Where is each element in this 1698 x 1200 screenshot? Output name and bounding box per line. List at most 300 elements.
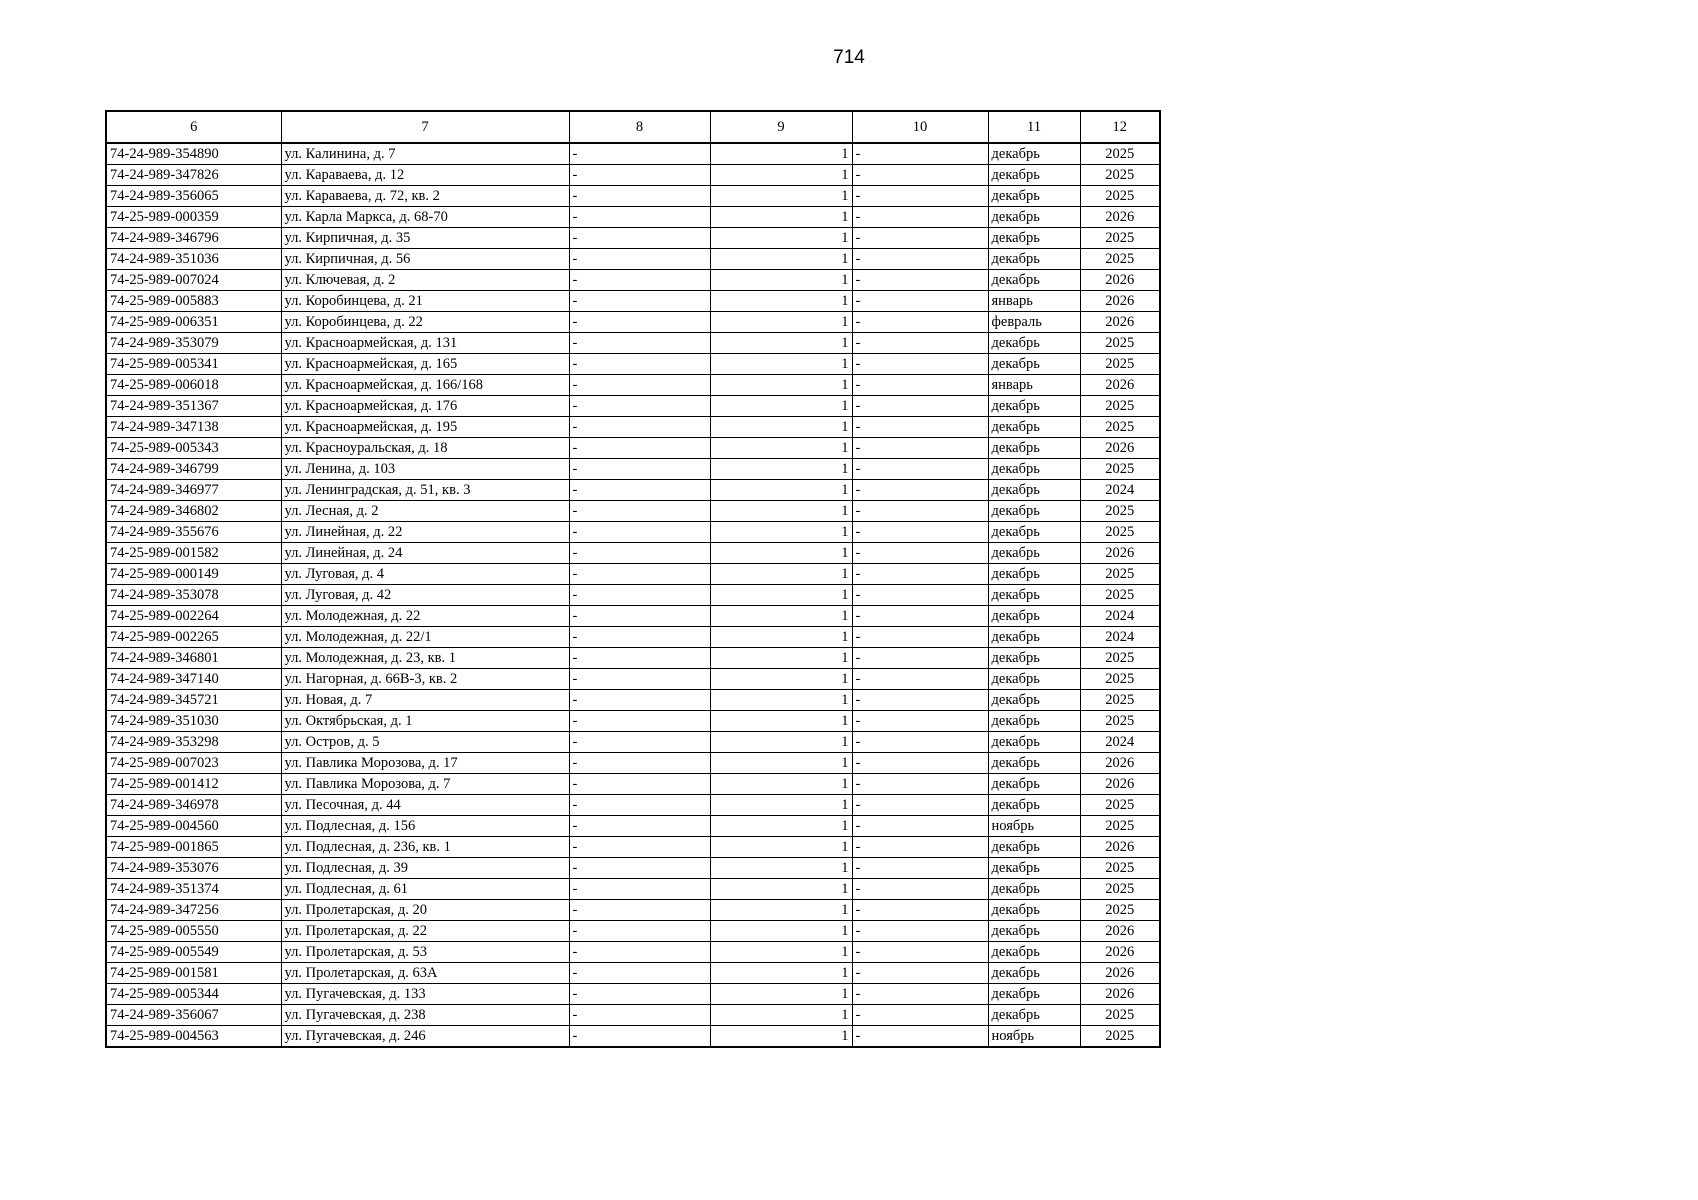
year-cell: 2025	[1080, 900, 1160, 921]
address-cell: ул. Красноуральская, д. 18	[281, 438, 569, 459]
year-cell: 2026	[1080, 774, 1160, 795]
quantity-cell: 1	[710, 837, 852, 858]
year-cell: 2024	[1080, 627, 1160, 648]
object-code-cell: 74-25-989-001412	[106, 774, 281, 795]
object-code-cell: 74-24-989-347140	[106, 669, 281, 690]
address-cell: ул. Лесная, д. 2	[281, 501, 569, 522]
column-8-cell: -	[569, 837, 710, 858]
table-row	[106, 249, 1160, 270]
object-code-cell: 74-24-989-346801	[106, 648, 281, 669]
year-cell: 2025	[1080, 501, 1160, 522]
column-8-cell: -	[569, 417, 710, 438]
table-row	[106, 585, 1160, 606]
column-10-cell: -	[852, 543, 988, 564]
quantity-cell: 1	[710, 963, 852, 984]
column-10-cell: -	[852, 774, 988, 795]
object-code-cell: 74-24-989-346799	[106, 459, 281, 480]
object-code-cell: 74-24-989-353078	[106, 585, 281, 606]
table-row	[106, 795, 1160, 816]
month-cell: декабрь	[988, 942, 1080, 963]
address-cell: ул. Молодежная, д. 22/1	[281, 627, 569, 648]
column-8-cell: -	[569, 669, 710, 690]
object-code-cell: 74-24-989-346978	[106, 795, 281, 816]
month-cell: декабрь	[988, 879, 1080, 900]
column-10-cell: -	[852, 249, 988, 270]
table-row	[106, 1026, 1160, 1048]
column-8-cell: -	[569, 480, 710, 501]
column-10-cell: -	[852, 186, 988, 207]
month-cell: декабрь	[988, 795, 1080, 816]
address-cell: ул. Остров, д. 5	[281, 732, 569, 753]
year-cell: 2025	[1080, 648, 1160, 669]
column-10-cell: -	[852, 795, 988, 816]
year-cell: 2025	[1080, 1005, 1160, 1026]
table-row	[106, 627, 1160, 648]
year-cell: 2025	[1080, 396, 1160, 417]
month-cell: декабрь	[988, 522, 1080, 543]
table-row	[106, 837, 1160, 858]
table-row	[106, 522, 1160, 543]
column-10-cell: -	[852, 963, 988, 984]
year-cell: 2026	[1080, 963, 1160, 984]
column-10-cell: -	[852, 312, 988, 333]
column-10-cell: -	[852, 1005, 988, 1026]
month-cell: декабрь	[988, 143, 1080, 165]
object-code-cell: 74-24-989-356065	[106, 186, 281, 207]
address-cell: ул. Кирпичная, д. 35	[281, 228, 569, 249]
column-8-cell: -	[569, 585, 710, 606]
column-10-cell: -	[852, 207, 988, 228]
month-cell: декабрь	[988, 921, 1080, 942]
quantity-cell: 1	[710, 522, 852, 543]
column-8-cell: -	[569, 963, 710, 984]
address-cell: ул. Подлесная, д. 61	[281, 879, 569, 900]
month-cell: декабрь	[988, 480, 1080, 501]
column-8-cell: -	[569, 564, 710, 585]
object-code-cell: 74-25-989-005341	[106, 354, 281, 375]
object-code-cell: 74-25-989-001581	[106, 963, 281, 984]
column-8-cell: -	[569, 1005, 710, 1026]
column-10-cell: -	[852, 564, 988, 585]
quantity-cell: 1	[710, 585, 852, 606]
object-code-cell: 74-24-989-346977	[106, 480, 281, 501]
object-code-cell: 74-25-989-004560	[106, 816, 281, 837]
year-cell: 2025	[1080, 879, 1160, 900]
month-cell: декабрь	[988, 354, 1080, 375]
object-code-cell: 74-25-989-006351	[106, 312, 281, 333]
object-code-cell: 74-25-989-001865	[106, 837, 281, 858]
year-cell: 2025	[1080, 459, 1160, 480]
quantity-cell: 1	[710, 354, 852, 375]
column-8-cell: -	[569, 858, 710, 879]
column-header: 6	[106, 111, 281, 143]
month-cell: декабрь	[988, 417, 1080, 438]
column-10-cell: -	[852, 291, 988, 312]
address-cell: ул. Пугачевская, д. 133	[281, 984, 569, 1005]
address-cell: ул. Нагорная, д. 66В-3, кв. 2	[281, 669, 569, 690]
table-row	[106, 816, 1160, 837]
year-cell: 2025	[1080, 249, 1160, 270]
table-row	[106, 270, 1160, 291]
month-cell: ноябрь	[988, 816, 1080, 837]
year-cell: 2024	[1080, 732, 1160, 753]
quantity-cell: 1	[710, 480, 852, 501]
year-cell: 2026	[1080, 921, 1160, 942]
month-cell: декабрь	[988, 774, 1080, 795]
column-8-cell: -	[569, 312, 710, 333]
column-8-cell: -	[569, 648, 710, 669]
table-row	[106, 165, 1160, 186]
month-cell: декабрь	[988, 396, 1080, 417]
column-10-cell: -	[852, 396, 988, 417]
quantity-cell: 1	[710, 879, 852, 900]
year-cell: 2025	[1080, 333, 1160, 354]
address-cell: ул. Коробинцева, д. 22	[281, 312, 569, 333]
table-row	[106, 753, 1160, 774]
quantity-cell: 1	[710, 648, 852, 669]
column-8-cell: -	[569, 354, 710, 375]
column-8-cell: -	[569, 921, 710, 942]
address-cell: ул. Караваева, д. 12	[281, 165, 569, 186]
column-8-cell: -	[569, 165, 710, 186]
year-cell: 2024	[1080, 606, 1160, 627]
column-8-cell: -	[569, 774, 710, 795]
column-10-cell: -	[852, 354, 988, 375]
column-8-cell: -	[569, 942, 710, 963]
column-header: 12	[1080, 111, 1160, 143]
year-cell: 2026	[1080, 984, 1160, 1005]
year-cell: 2025	[1080, 165, 1160, 186]
table-row	[106, 459, 1160, 480]
object-code-cell: 74-24-989-351374	[106, 879, 281, 900]
table-row	[106, 711, 1160, 732]
address-cell: ул. Пролетарская, д. 63А	[281, 963, 569, 984]
address-cell: ул. Пугачевская, д. 238	[281, 1005, 569, 1026]
address-cell: ул. Ключевая, д. 2	[281, 270, 569, 291]
object-code-cell: 74-25-989-005344	[106, 984, 281, 1005]
object-code-cell: 74-24-989-351367	[106, 396, 281, 417]
address-cell: ул. Пролетарская, д. 22	[281, 921, 569, 942]
table-row	[106, 354, 1160, 375]
object-code-cell: 74-25-989-006018	[106, 375, 281, 396]
column-10-cell: -	[852, 228, 988, 249]
month-cell: декабрь	[988, 207, 1080, 228]
column-10-cell: -	[852, 1026, 988, 1048]
column-10-cell: -	[852, 858, 988, 879]
table-row	[106, 143, 1160, 165]
column-8-cell: -	[569, 375, 710, 396]
column-8-cell: -	[569, 249, 710, 270]
address-cell: ул. Линейная, д. 24	[281, 543, 569, 564]
object-code-cell: 74-24-989-356067	[106, 1005, 281, 1026]
column-8-cell: -	[569, 438, 710, 459]
table-row	[106, 963, 1160, 984]
column-8-cell: -	[569, 543, 710, 564]
month-cell: декабрь	[988, 690, 1080, 711]
year-cell: 2025	[1080, 354, 1160, 375]
column-10-cell: -	[852, 879, 988, 900]
quantity-cell: 1	[710, 669, 852, 690]
quantity-cell: 1	[710, 858, 852, 879]
table-row	[106, 375, 1160, 396]
address-cell: ул. Пролетарская, д. 53	[281, 942, 569, 963]
column-10-cell: -	[852, 501, 988, 522]
quantity-cell: 1	[710, 333, 852, 354]
year-cell: 2025	[1080, 669, 1160, 690]
object-code-cell: 74-25-989-007024	[106, 270, 281, 291]
table-row	[106, 501, 1160, 522]
month-cell: декабрь	[988, 711, 1080, 732]
year-cell: 2026	[1080, 753, 1160, 774]
column-10-cell: -	[852, 921, 988, 942]
month-cell: декабрь	[988, 984, 1080, 1005]
address-cell: ул. Павлика Морозова, д. 17	[281, 753, 569, 774]
column-10-cell: -	[852, 669, 988, 690]
year-cell: 2025	[1080, 186, 1160, 207]
address-cell: ул. Песочная, д. 44	[281, 795, 569, 816]
column-8-cell: -	[569, 186, 710, 207]
table-header-row	[106, 111, 1160, 143]
month-cell: декабрь	[988, 585, 1080, 606]
year-cell: 2025	[1080, 564, 1160, 585]
quantity-cell: 1	[710, 417, 852, 438]
year-cell: 2025	[1080, 585, 1160, 606]
table-row	[106, 228, 1160, 249]
column-10-cell: -	[852, 375, 988, 396]
table-row	[106, 774, 1160, 795]
quantity-cell: 1	[710, 438, 852, 459]
month-cell: декабрь	[988, 228, 1080, 249]
column-8-cell: -	[569, 459, 710, 480]
object-code-cell: 74-24-989-347256	[106, 900, 281, 921]
address-cell: ул. Молодежная, д. 22	[281, 606, 569, 627]
object-code-cell: 74-25-989-007023	[106, 753, 281, 774]
column-8-cell: -	[569, 1026, 710, 1048]
address-cell: ул. Красноармейская, д. 176	[281, 396, 569, 417]
month-cell: декабрь	[988, 837, 1080, 858]
year-cell: 2026	[1080, 291, 1160, 312]
address-cell: ул. Луговая, д. 42	[281, 585, 569, 606]
quantity-cell: 1	[710, 312, 852, 333]
month-cell: декабрь	[988, 627, 1080, 648]
table-row	[106, 396, 1160, 417]
address-cell: ул. Ленинградская, д. 51, кв. 3	[281, 480, 569, 501]
object-code-cell: 74-24-989-347826	[106, 165, 281, 186]
object-code-cell: 74-25-989-001582	[106, 543, 281, 564]
table-row	[106, 291, 1160, 312]
quantity-cell: 1	[710, 984, 852, 1005]
year-cell: 2025	[1080, 858, 1160, 879]
month-cell: декабрь	[988, 249, 1080, 270]
object-code-cell: 74-24-989-351036	[106, 249, 281, 270]
address-cell: ул. Караваева, д. 72, кв. 2	[281, 186, 569, 207]
year-cell: 2025	[1080, 143, 1160, 165]
column-8-cell: -	[569, 732, 710, 753]
month-cell: декабрь	[988, 543, 1080, 564]
month-cell: декабрь	[988, 858, 1080, 879]
month-cell: декабрь	[988, 333, 1080, 354]
table-row	[106, 480, 1160, 501]
column-8-cell: -	[569, 606, 710, 627]
quantity-cell: 1	[710, 921, 852, 942]
column-8-cell: -	[569, 143, 710, 165]
year-cell: 2026	[1080, 543, 1160, 564]
column-8-cell: -	[569, 291, 710, 312]
column-header: 9	[710, 111, 852, 143]
quantity-cell: 1	[710, 690, 852, 711]
column-8-cell: -	[569, 879, 710, 900]
object-code-cell: 74-25-989-005343	[106, 438, 281, 459]
table-row	[106, 690, 1160, 711]
quantity-cell: 1	[710, 795, 852, 816]
quantity-cell: 1	[710, 228, 852, 249]
quantity-cell: 1	[710, 165, 852, 186]
year-cell: 2025	[1080, 417, 1160, 438]
quantity-cell: 1	[710, 627, 852, 648]
column-8-cell: -	[569, 816, 710, 837]
quantity-cell: 1	[710, 942, 852, 963]
table-row	[106, 900, 1160, 921]
month-cell: декабрь	[988, 501, 1080, 522]
column-header: 7	[281, 111, 569, 143]
quantity-cell: 1	[710, 143, 852, 165]
address-cell: ул. Подлесная, д. 156	[281, 816, 569, 837]
address-cell: ул. Красноармейская, д. 131	[281, 333, 569, 354]
quantity-cell: 1	[710, 249, 852, 270]
object-code-cell: 74-25-989-005550	[106, 921, 281, 942]
quantity-cell: 1	[710, 501, 852, 522]
column-8-cell: -	[569, 333, 710, 354]
table-row	[106, 606, 1160, 627]
quantity-cell: 1	[710, 1026, 852, 1048]
year-cell: 2024	[1080, 480, 1160, 501]
object-code-cell: 74-24-989-353079	[106, 333, 281, 354]
table-row	[106, 333, 1160, 354]
table-row	[106, 186, 1160, 207]
quantity-cell: 1	[710, 186, 852, 207]
month-cell: декабрь	[988, 732, 1080, 753]
address-cell: ул. Красноармейская, д. 166/168	[281, 375, 569, 396]
object-code-cell: 74-25-989-004563	[106, 1026, 281, 1048]
column-10-cell: -	[852, 900, 988, 921]
object-code-cell: 74-25-989-005549	[106, 942, 281, 963]
object-code-cell: 74-25-989-000149	[106, 564, 281, 585]
address-cell: ул. Пролетарская, д. 20	[281, 900, 569, 921]
quantity-cell: 1	[710, 207, 852, 228]
table-row	[106, 312, 1160, 333]
address-cell: ул. Павлика Морозова, д. 7	[281, 774, 569, 795]
column-8-cell: -	[569, 501, 710, 522]
object-code-cell: 74-24-989-347138	[106, 417, 281, 438]
table-row	[106, 984, 1160, 1005]
column-10-cell: -	[852, 984, 988, 1005]
table-row	[106, 1005, 1160, 1026]
month-cell: декабрь	[988, 900, 1080, 921]
quantity-cell: 1	[710, 753, 852, 774]
year-cell: 2025	[1080, 711, 1160, 732]
column-10-cell: -	[852, 690, 988, 711]
month-cell: февраль	[988, 312, 1080, 333]
quantity-cell: 1	[710, 459, 852, 480]
column-header: 10	[852, 111, 988, 143]
address-cell: ул. Кирпичная, д. 56	[281, 249, 569, 270]
quantity-cell: 1	[710, 732, 852, 753]
table-row	[106, 648, 1160, 669]
column-10-cell: -	[852, 753, 988, 774]
table-row	[106, 438, 1160, 459]
object-code-cell: 74-24-989-354890	[106, 143, 281, 165]
table-row	[106, 669, 1160, 690]
address-cell: ул. Новая, д. 7	[281, 690, 569, 711]
column-10-cell: -	[852, 837, 988, 858]
column-8-cell: -	[569, 795, 710, 816]
address-cell: ул. Коробинцева, д. 21	[281, 291, 569, 312]
column-10-cell: -	[852, 648, 988, 669]
object-code-cell: 74-25-989-005883	[106, 291, 281, 312]
column-8-cell: -	[569, 270, 710, 291]
object-code-cell: 74-25-989-002264	[106, 606, 281, 627]
year-cell: 2025	[1080, 1026, 1160, 1048]
object-code-cell: 74-24-989-346796	[106, 228, 281, 249]
column-10-cell: -	[852, 942, 988, 963]
address-cell: ул. Подлесная, д. 39	[281, 858, 569, 879]
quantity-cell: 1	[710, 291, 852, 312]
quantity-cell: 1	[710, 900, 852, 921]
column-8-cell: -	[569, 711, 710, 732]
address-cell: ул. Пугачевская, д. 246	[281, 1026, 569, 1048]
month-cell: декабрь	[988, 564, 1080, 585]
address-cell: ул. Красноармейская, д. 195	[281, 417, 569, 438]
column-8-cell: -	[569, 753, 710, 774]
column-8-cell: -	[569, 207, 710, 228]
object-code-cell: 74-24-989-351030	[106, 711, 281, 732]
year-cell: 2025	[1080, 522, 1160, 543]
column-10-cell: -	[852, 270, 988, 291]
table-row	[106, 543, 1160, 564]
registry-table	[105, 110, 1161, 1048]
object-code-cell: 74-25-989-002265	[106, 627, 281, 648]
address-cell: ул. Молодежная, д. 23, кв. 1	[281, 648, 569, 669]
quantity-cell: 1	[710, 816, 852, 837]
column-header: 11	[988, 111, 1080, 143]
year-cell: 2025	[1080, 690, 1160, 711]
month-cell: декабрь	[988, 669, 1080, 690]
column-10-cell: -	[852, 333, 988, 354]
table-row	[106, 921, 1160, 942]
year-cell: 2025	[1080, 228, 1160, 249]
column-8-cell: -	[569, 627, 710, 648]
object-code-cell: 74-24-989-345721	[106, 690, 281, 711]
column-10-cell: -	[852, 627, 988, 648]
address-cell: ул. Калинина, д. 7	[281, 143, 569, 165]
column-10-cell: -	[852, 438, 988, 459]
table-row	[106, 417, 1160, 438]
quantity-cell: 1	[710, 375, 852, 396]
year-cell: 2026	[1080, 207, 1160, 228]
address-cell: ул. Карла Маркса, д. 68-70	[281, 207, 569, 228]
column-header: 8	[569, 111, 710, 143]
column-10-cell: -	[852, 165, 988, 186]
table-row	[106, 858, 1160, 879]
address-cell: ул. Ленина, д. 103	[281, 459, 569, 480]
quantity-cell: 1	[710, 396, 852, 417]
object-code-cell: 74-24-989-353076	[106, 858, 281, 879]
column-10-cell: -	[852, 143, 988, 165]
month-cell: декабрь	[988, 753, 1080, 774]
month-cell: декабрь	[988, 606, 1080, 627]
address-cell: ул. Октябрьская, д. 1	[281, 711, 569, 732]
month-cell: январь	[988, 375, 1080, 396]
